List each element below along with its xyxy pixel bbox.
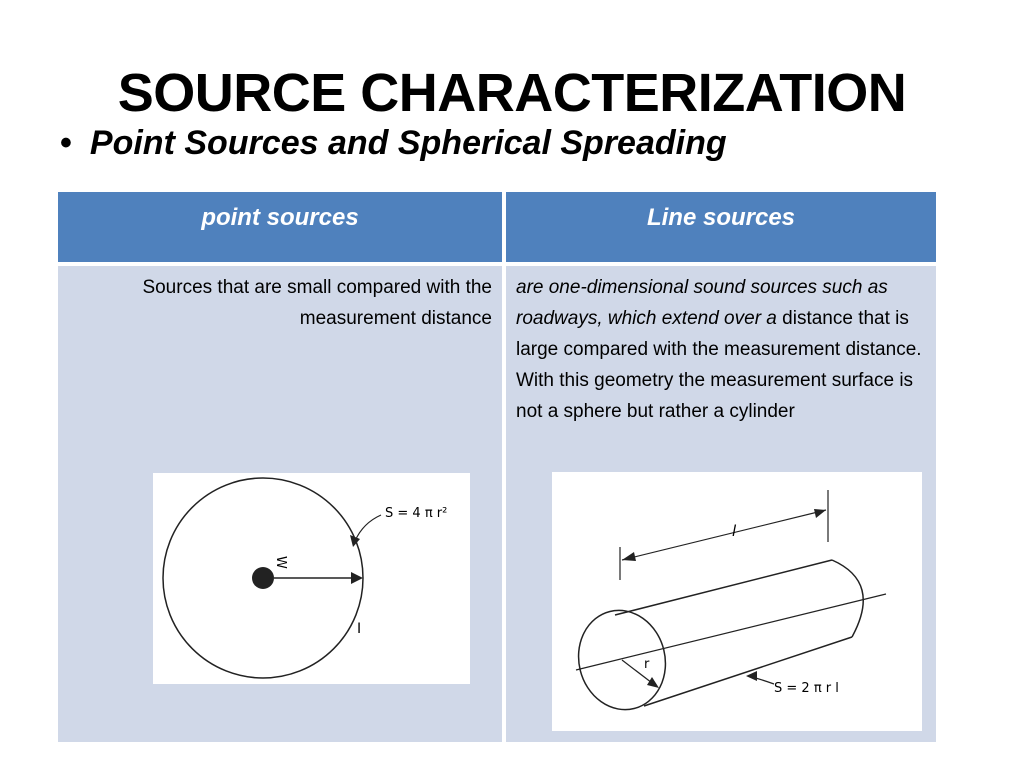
area-pointer-head [350,535,360,547]
slide-title: SOURCE CHARACTERIZATION [117,63,907,123]
power-label: W [273,556,288,569]
header-point-sources: point sources [58,192,502,262]
point-source-figure [153,473,470,684]
radius-arrowhead [351,572,363,584]
cylinder-area-pointer-head [746,671,757,681]
radius-arrowhead-line [647,677,659,688]
point-source-dot [252,567,274,589]
length-arrow-right [814,509,826,518]
line-description-italic: are one-dimensional sound sources such as roadways, which extend over a [516,277,888,329]
source-axis-line [576,594,886,670]
point-sources-description: Sources that are small compared with the measurement distance [142,277,492,329]
length-dimension-line [622,510,826,560]
sphere-diagram [153,473,470,684]
length-arrow-left [622,552,636,561]
line-description-normal: distance that is large compared with the measurement distance. With this geometry the measurement surface is not a sphere but rather a cylinder [516,308,922,422]
bullet-dot: • [60,124,72,162]
intensity-label: I [357,621,362,637]
sphere-area-formula: S = 4 π r² [385,506,448,521]
line-sources-description [516,272,931,427]
cylinder-top-edge [615,560,832,615]
cylinder-area-formula: S = 2 π r l [774,681,839,696]
cylinder-far-end [832,560,863,637]
bullet-text: Point Sources and Spherical Spreading [89,124,727,162]
cylinder-diagram [552,472,922,731]
area-pointer-line [355,515,381,541]
radius-label: r [644,657,650,672]
line-source-figure [552,472,922,731]
bullet-item [60,124,727,163]
header-line-sources: Line sources [506,192,936,262]
length-label: l [732,522,737,540]
